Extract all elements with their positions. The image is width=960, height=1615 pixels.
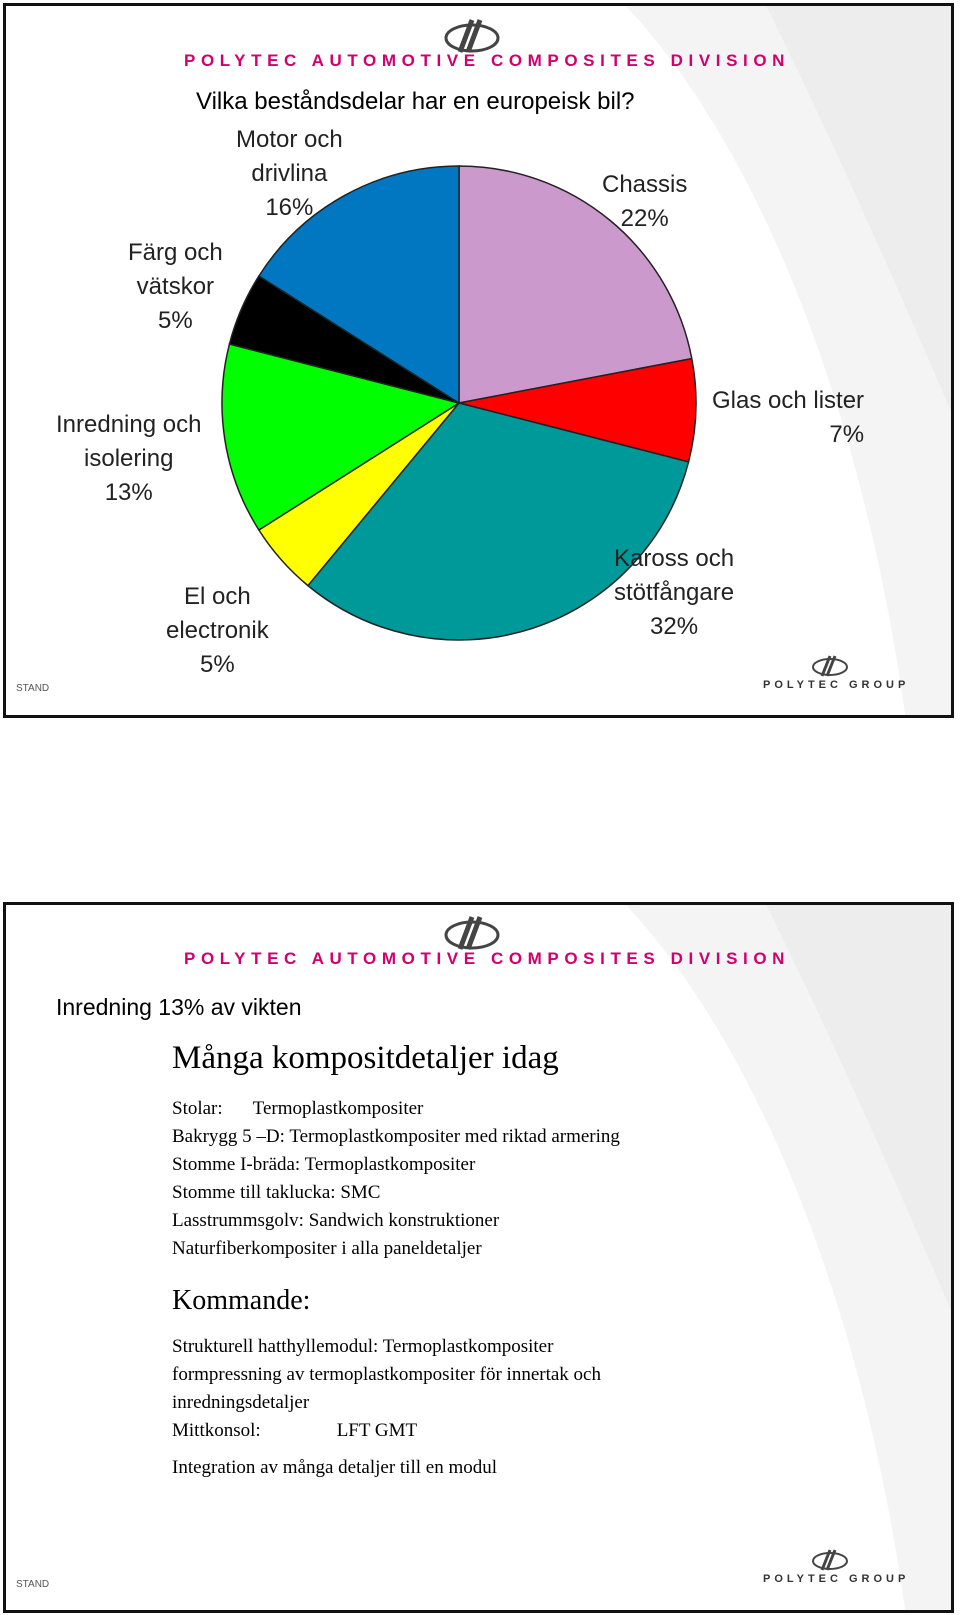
label-kaross-line1: Kaross och — [614, 545, 735, 572]
label-inredning-line1: Inredning och — [56, 411, 202, 438]
pie-chart — [6, 6, 954, 718]
polytec-group-footer: POLYTEC GROUP — [763, 1573, 910, 1585]
list-item-value: Termoplastkompositer — [252, 1098, 424, 1119]
list-item-label: Stolar: — [172, 1098, 223, 1119]
list-item: Bakrygg 5 –D: Termoplastkompositer med riktad armering — [172, 1126, 620, 1147]
polytec-group-logo-icon — [810, 1548, 850, 1572]
list-item: inredningsdetaljer — [172, 1392, 310, 1413]
list-item: Lasstrummsgolv: Sandwich konstruktioner — [172, 1210, 500, 1231]
division-header: POLYTEC AUTOMOTIVE COMPOSITES DIVISION — [184, 51, 791, 70]
label-inredning — [56, 408, 201, 510]
list-item-value: LFT GMT — [336, 1420, 418, 1441]
label-el-line1: El och — [184, 583, 251, 610]
chart-question: Vilka beståndsdelar har en europeisk bil? — [196, 88, 635, 115]
label-chassis-line2: 22% — [620, 205, 669, 232]
final-line: Integration av många detaljer till en modul — [172, 1457, 498, 1478]
list-item — [172, 1095, 620, 1123]
label-motor-line1: Motor och — [236, 126, 343, 153]
slide-heading: Många kompositdetaljer idag — [172, 1040, 559, 1076]
label-farg-line3: 5% — [158, 307, 193, 334]
label-motor-line2: drivlina — [251, 160, 328, 187]
list-item: Stomme I-bräda: Termoplastkompositer — [172, 1154, 476, 1175]
coming-heading: Kommande: — [172, 1285, 311, 1316]
label-glas-line1: Glas och lister — [712, 387, 865, 414]
label-glas — [712, 384, 864, 452]
slide-subtitle: Inredning 13% av vikten — [56, 994, 302, 1020]
label-farg-line1: Färg och — [128, 239, 223, 266]
label-kaross-line3: 32% — [650, 613, 699, 640]
label-motor — [236, 123, 343, 225]
current-list — [172, 1095, 620, 1263]
slide-interior-composites — [3, 902, 954, 1613]
label-chassis-line1: Chassis — [602, 171, 688, 198]
slide-composition-chart — [3, 3, 954, 718]
label-el-line3: 5% — [200, 651, 235, 678]
polytec-group-footer: POLYTEC GROUP — [763, 679, 910, 691]
label-chassis — [602, 168, 687, 236]
list-item: Naturfiberkompositer i alla paneldetaljer — [172, 1238, 482, 1259]
label-el-line2: electronik — [166, 617, 269, 644]
division-header: POLYTEC AUTOMOTIVE COMPOSITES DIVISION — [184, 949, 791, 968]
list-item: Stomme till taklucka: SMC — [172, 1182, 381, 1203]
list-item: Strukturell hatthyllemodul: Termoplastkompositer — [172, 1336, 554, 1357]
polytec-group-logo-icon — [810, 654, 850, 678]
stand-label: STAND — [16, 1579, 50, 1590]
list-item: formpressning av termoplastkompositer för innertak och — [172, 1364, 601, 1385]
label-inredning-line2: isolering — [84, 445, 174, 472]
label-farg-line2: vätskor — [136, 273, 215, 300]
label-farg — [128, 236, 223, 338]
label-inredning-line3: 13% — [104, 479, 153, 506]
label-kaross-line2: stötfångare — [614, 579, 735, 606]
coming-list — [172, 1333, 601, 1445]
list-item-label: Mittkonsol: — [172, 1420, 261, 1441]
list-item — [172, 1417, 601, 1445]
stand-label: STAND — [16, 683, 50, 694]
label-kaross — [614, 542, 734, 644]
label-el — [166, 580, 269, 682]
label-motor-line3: 16% — [265, 194, 314, 221]
polytec-logo-icon — [442, 913, 502, 953]
label-glas-line2: 7% — [829, 421, 865, 448]
